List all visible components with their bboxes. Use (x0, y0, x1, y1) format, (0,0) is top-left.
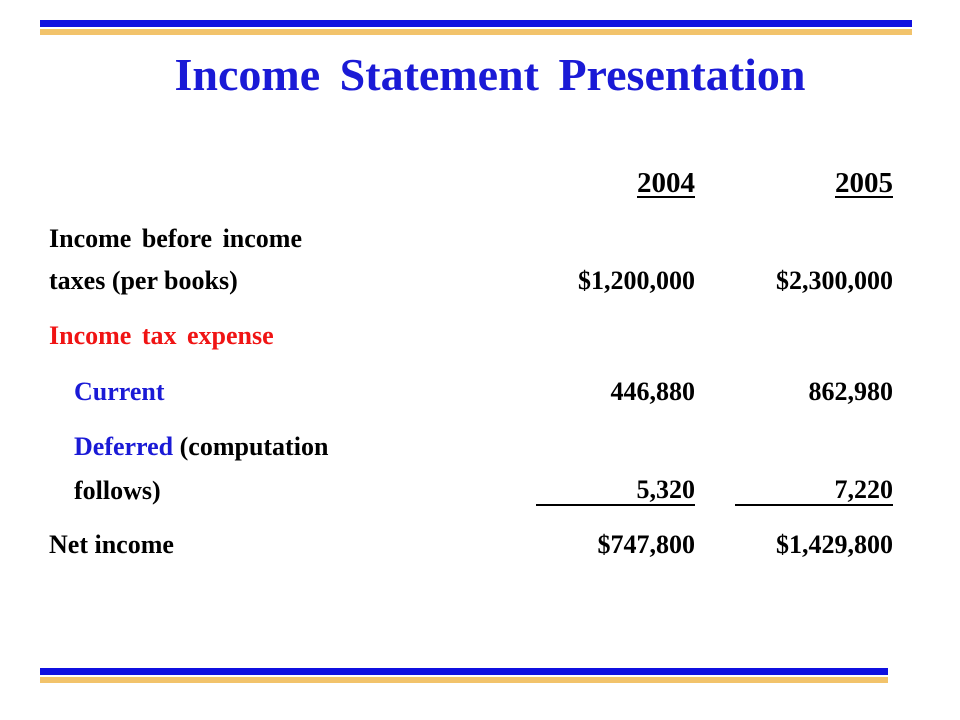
deferred-2005-value: 7,220 (834, 475, 893, 504)
income-before-tax-label-line1: Income before income (49, 224, 303, 253)
deferred-label-highlight: Deferred (74, 432, 174, 461)
deferred-2004-value: 5,320 (636, 475, 695, 504)
top-rule-gold (40, 29, 912, 35)
bottom-rule-gold (40, 677, 888, 683)
income-before-tax-2005: $2,300,000 (776, 266, 893, 295)
current-2005: 862,980 (808, 377, 893, 406)
net-income-2005: $1,429,800 (776, 530, 893, 559)
net-income-label: Net income (49, 530, 174, 559)
deferred-2005 (735, 476, 893, 506)
deferred-label-line1 (74, 432, 328, 462)
column-header-2004: 2004 (637, 167, 695, 199)
current-2004: 446,880 (610, 377, 695, 406)
net-income-2004: $747,800 (597, 530, 695, 559)
top-rule-blue (40, 20, 912, 27)
deferred-label-line2: follows) (74, 476, 161, 505)
current-label: Current (74, 377, 165, 406)
income-before-tax-label-line2: taxes (per books) (49, 266, 238, 295)
deferred-2004 (536, 476, 695, 506)
deferred-label-rest: (computation (179, 432, 329, 461)
page-title: Income Statement Presentation (174, 49, 806, 100)
bottom-rule-blue (40, 668, 888, 675)
income-before-tax-2004: $1,200,000 (578, 266, 695, 295)
income-tax-expense-label: Income tax expense (49, 321, 274, 350)
column-header-2005: 2005 (835, 167, 893, 199)
